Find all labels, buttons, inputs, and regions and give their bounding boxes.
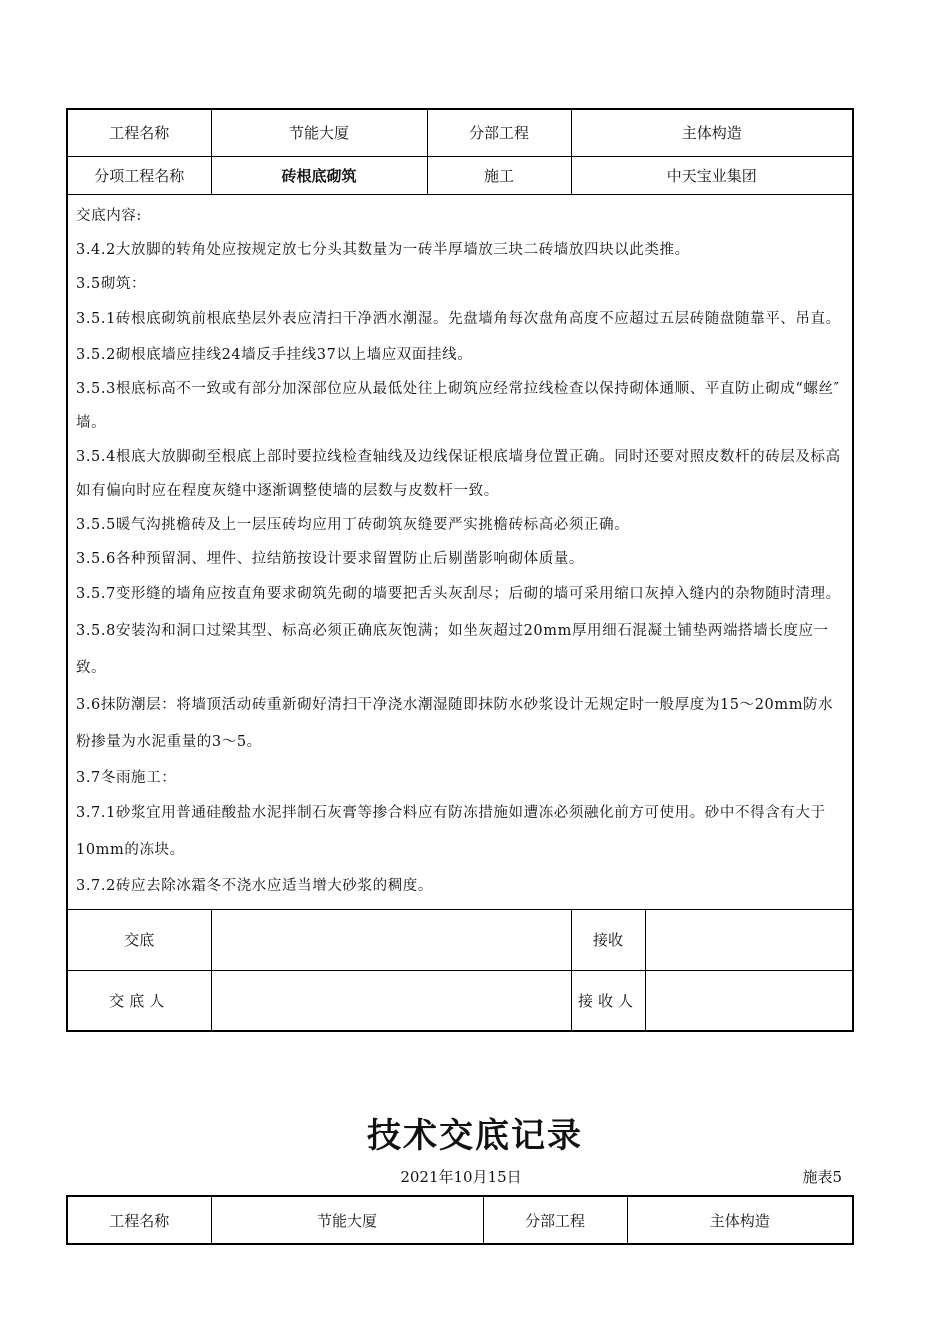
content-paragraph: 3.6抹防潮层：将墙顶活动砖重新砌好清扫干净浇水潮湿随即抹防水砂浆设计无规定时一般厚度为15～20mm防水粉掺量为水泥重量的3～5。 [76,696,834,750]
division-label: 分部工程 [427,109,571,156]
content-paragraph: 3.5.1砖根底砌筑前根底垫层外表应清扫干净洒水潮湿。先盘墙角每次盘角高度不应超过五层砖随盘随靠平、吊直。 [76,310,841,327]
next-disclosure-table [66,1195,854,1245]
handover-person-label: 交底人 [67,970,211,1031]
form-number: 施表5 [802,1168,842,1186]
division-label: 分部工程 [483,1196,627,1244]
receive-label: 接收 [571,909,645,970]
content-paragraph: 3.5.4根底大放脚砌至根底上部时要拉线检查轴线及边线保证根底墙身位置正确。同时还要对照皮数杆的砖层及标高如有偏向时应在程度灰缝中逐渐调整使墙的层数与皮数杆一致。 [76,448,841,499]
content-label: 交底内容: [76,207,142,224]
construction-value: 中天宝业集团 [571,156,853,194]
content-paragraph: 3.4.2大放脚的转角处应按规定放七分头其数量为一砖半厚墙放三块二砖墙放四块以此类推。 [76,241,690,258]
page-title: 技术交底记录 [367,1116,583,1156]
construction-label: 施工 [427,156,571,194]
project-name-value: 节能大厦 [211,1196,483,1244]
handover-person-field[interactable] [211,970,571,1031]
receive-person-label: 接收人 [571,970,645,1031]
disclosure-content [67,194,853,909]
content-paragraph: 3.5.7变形缝的墙角应按直角要求砌筑先砌的墙要把舌头灰刮尽；后砌的墙可采用缩口灰掉入缝内的杂物随时清理。 [76,585,841,602]
disclosure-table [66,108,854,1032]
division-value: 主体构造 [627,1196,853,1244]
content-paragraph: 3.5.8安装沟和洞口过梁其型、标高必须正确底灰饱满；如坐灰超过20mm厚用细石混凝土铺垫两端搭墙长度应一致。 [76,622,829,676]
content-paragraph: 3.7.1砂浆宜用普通硅酸盐水泥拌制石灰膏等掺合料应有防冻措施如遭冻必须融化前方可使用。砂中不得含有大于10mm的冻块。 [76,804,826,858]
content-paragraph: 3.7冬雨施工： [76,769,177,786]
handover-signature-field[interactable] [211,909,571,970]
record-date: 2021年10月15日 [400,1168,522,1186]
receive-person-field[interactable] [645,970,853,1031]
receive-signature-field[interactable] [645,909,853,970]
project-name-label: 工程名称 [67,109,211,156]
content-paragraph: 3.5.6各种预留洞、埋件、拉结筋按设计要求留置防止后剔凿影响砌体质量。 [76,550,584,567]
division-value: 主体构造 [571,109,853,156]
subitem-label: 分项工程名称 [67,156,211,194]
handover-label: 交底 [67,909,211,970]
content-paragraph: 3.7.2砖应去除冰霜冬不浇水应适当增大砂浆的稠度。 [76,877,433,894]
subitem-value: 砖根底砌筑 [211,156,427,194]
content-paragraph: 3.5.2砌根底墙应挂线24墙反手挂线37以上墙应双面挂线。 [76,346,473,363]
content-paragraph: 3.5砌筑： [76,275,147,292]
content-paragraph: 3.5.5暖气沟挑檐砖及上一层压砖均应用丁砖砌筑灰缝要严实挑檐砖标高必须正确。 [76,516,630,533]
project-name-label: 工程名称 [67,1196,211,1244]
content-paragraph: 3.5.3根底标高不一致或有部分加深部位应从最低处往上砌筑应经常拉线检查以保持砌体通顺、平直防止砌成“螺丝″墙。 [76,380,840,431]
project-name-value: 节能大厦 [211,109,427,156]
